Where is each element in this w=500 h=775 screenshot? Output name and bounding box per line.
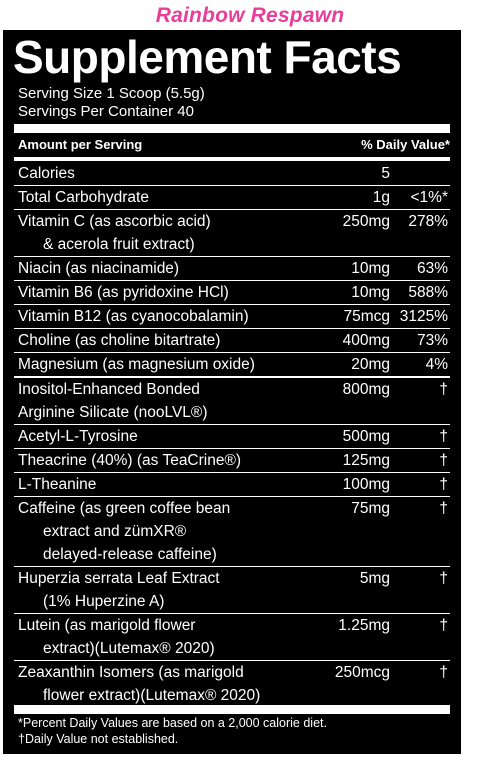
nutrient-table xyxy=(3,162,461,707)
nutrient-name-line2: extract)(Lutemax® 2020) xyxy=(43,640,215,657)
nutrient-amount: 75mcg xyxy=(343,308,390,325)
nutrient-name-line1: Inositol-Enhanced Bonded xyxy=(18,381,200,398)
nutrient-amount: 75mg xyxy=(351,500,390,517)
nutrient-amount: 1g xyxy=(372,189,390,206)
bottom-thick-divider xyxy=(14,705,450,714)
nutrient-name-line2: (1% Huperzine A) xyxy=(43,593,165,610)
nutrient-amount: 125mg xyxy=(342,452,390,469)
nutrient-amount: 20mg xyxy=(351,356,390,373)
nutrient-name: Acetyl-L-Tyrosine xyxy=(18,428,138,445)
nutrient-dv: † xyxy=(439,452,448,469)
nutrient-dv: † xyxy=(439,381,448,398)
nutrient-name: Calories xyxy=(18,165,75,182)
nutrient-name: Choline (as choline bitartrate) xyxy=(18,332,221,349)
nutrient-name: L-Theanine xyxy=(18,476,97,493)
nutrient-name: Magnesium (as magnesium oxide) xyxy=(18,356,255,373)
nutrient-dv: 278% xyxy=(408,213,448,230)
nutrient-name xyxy=(14,210,308,256)
nutrient-amount: 5 xyxy=(381,165,390,182)
flavor-name: Rainbow Respawn xyxy=(155,4,345,27)
nutrient-name xyxy=(14,378,308,424)
nutrient-dv: † xyxy=(439,617,448,634)
nutrient-dv: 588% xyxy=(408,284,448,301)
nutrient-dv: 73% xyxy=(416,332,448,349)
table-row xyxy=(14,328,450,352)
nutrient-name xyxy=(14,661,308,707)
nutrient-dv: <1%* xyxy=(410,189,448,206)
table-row xyxy=(14,472,450,496)
header-amount: Amount per Serving xyxy=(18,137,143,152)
nutrient-dv: † xyxy=(439,428,448,445)
table-row xyxy=(14,660,450,707)
nutrient-amount: 100mg xyxy=(342,476,390,493)
nutrient-name-line1: Caffeine (as green coffee bean xyxy=(18,500,231,517)
nutrient-name-line1: Huperzia serrata Leaf Extract xyxy=(18,570,220,587)
table-row xyxy=(14,304,450,328)
footnote-daily-values: *Percent Daily Values are based on a 2,000 calorie diet. xyxy=(18,716,327,730)
nutrient-name xyxy=(14,614,308,660)
table-row xyxy=(14,209,450,256)
nutrient-amount: 250mg xyxy=(342,213,390,230)
nutrient-dv: 3125% xyxy=(399,308,448,325)
nutrient-name-line3: delayed-release caffeine) xyxy=(43,546,217,563)
table-row xyxy=(14,424,450,448)
table-row xyxy=(14,280,450,304)
nutrient-name: Vitamin B12 (as cyanocobalamin) xyxy=(18,308,249,325)
table-row xyxy=(14,566,450,613)
header-divider xyxy=(14,157,450,161)
table-row xyxy=(14,352,450,376)
panel-title: Supplement Facts xyxy=(13,31,402,83)
nutrient-amount: 250mcg xyxy=(334,664,390,681)
table-row xyxy=(14,448,450,472)
nutrient-amount: 500mg xyxy=(342,428,390,445)
servings-per-container: Servings Per Container 40 xyxy=(18,103,194,120)
nutrient-name-line2: extract and zümXR® xyxy=(43,523,187,540)
nutrient-name-line1: Lutein (as marigold flower xyxy=(18,617,196,634)
nutrient-name: Niacin (as niacinamide) xyxy=(18,260,180,277)
nutrient-name xyxy=(14,497,308,566)
nutrient-name-line1: Vitamin C (as ascorbic acid) xyxy=(18,213,211,230)
nutrient-name-line1: Zeaxanthin Isomers (as marigold xyxy=(18,664,244,681)
table-row xyxy=(14,496,450,566)
nutrient-dv: 63% xyxy=(416,260,448,277)
table-row xyxy=(14,613,450,660)
nutrient-name: Vitamin B6 (as pyridoxine HCl) xyxy=(18,284,229,301)
nutrient-name-line2: & acerola fruit extract) xyxy=(43,236,195,253)
nutrient-amount: 10mg xyxy=(351,260,390,277)
footnote-dagger: †Daily Value not established. xyxy=(18,732,179,746)
table-row xyxy=(14,376,450,424)
nutrient-dv: 4% xyxy=(425,356,448,373)
nutrient-name-line2: flower extract)(Lutemax® 2020) xyxy=(43,687,261,704)
nutrient-amount: 10mg xyxy=(351,284,390,301)
nutrient-amount: 400mg xyxy=(342,332,390,349)
nutrient-amount: 5mg xyxy=(359,570,390,587)
supplement-facts-panel xyxy=(3,30,461,754)
nutrient-amount: 1.25mg xyxy=(338,617,390,634)
nutrient-name xyxy=(14,567,308,613)
nutrient-dv: † xyxy=(439,476,448,493)
nutrient-amount: 800mg xyxy=(342,381,390,398)
serving-size: Serving Size 1 Scoop (5.5g) xyxy=(18,85,205,102)
nutrient-dv: † xyxy=(439,664,448,681)
nutrient-dv: † xyxy=(439,570,448,587)
nutrient-name: Total Carbohydrate xyxy=(18,189,149,206)
nutrient-name-line2: Arginine Silicate (nooLVL®) xyxy=(18,404,208,421)
nutrient-name: Theacrine (40%) (as TeaCrine®) xyxy=(18,452,242,469)
thick-divider xyxy=(14,124,450,133)
nutrient-dv: † xyxy=(439,500,448,517)
table-row xyxy=(14,256,450,280)
table-row xyxy=(14,162,450,185)
table-row xyxy=(14,185,450,209)
header-daily-value: % Daily Value* xyxy=(361,137,450,152)
